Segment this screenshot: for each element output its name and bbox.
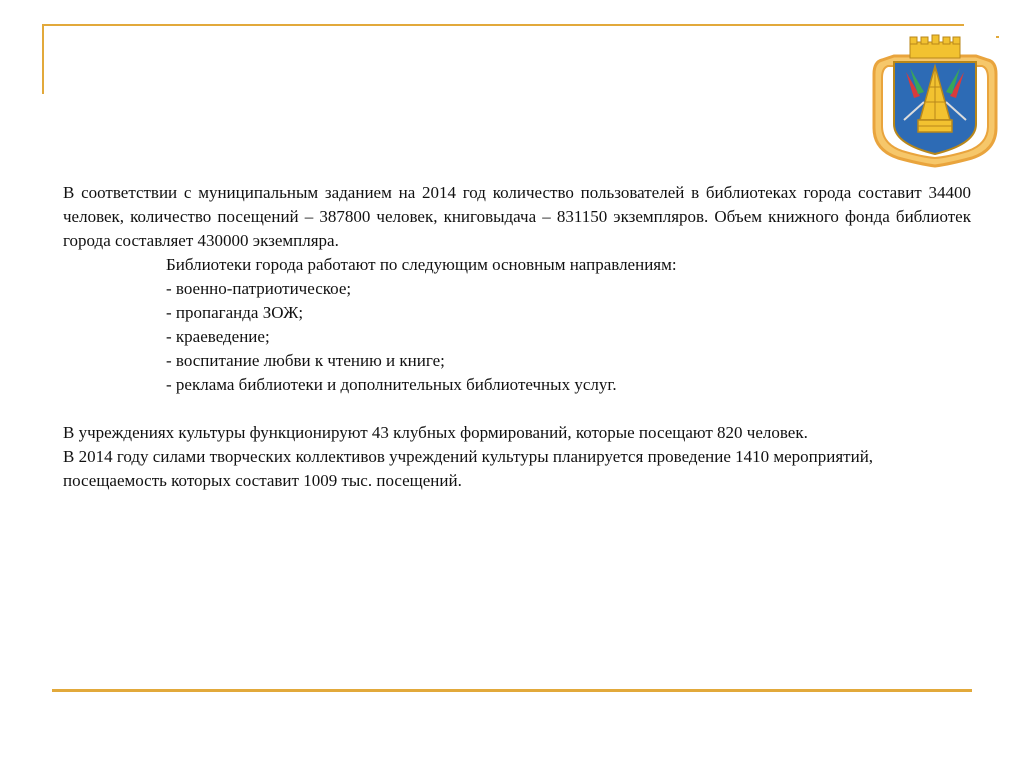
- bottom-border-line: [52, 689, 972, 692]
- direction-item-5: - реклама библиотеки и дополнительных библиотечных услуг.: [166, 375, 617, 394]
- directions-heading: Библиотеки города работают по следующим основным направлениям:: [166, 255, 677, 274]
- paragraph-spacer: [63, 397, 971, 421]
- main-text-block: [63, 181, 971, 493]
- top-border-line: [42, 24, 964, 26]
- direction-item-4: - воспитание любви к чтению и книге;: [166, 351, 445, 370]
- library-plan-paragraph: В соответствии с муниципальным заданием на 2014 год количество пользователей в библиотеках города составит 34400 человек, количество посещений – 387800 человек, книговыдача – 831150 экземпляров. Объем книжного фонда библиотек города составляет 430000 экземпляра.: [63, 183, 971, 250]
- direction-item-2: - пропаганда ЗОЖ;: [166, 303, 304, 322]
- culture-events-paragraph: В 2014 году силами творческих коллективов учреждений культуры планируется проведение 1410 мероприятий, посещаемость которых составит 1009 тыс. посещений.: [63, 447, 874, 490]
- culture-clubs-paragraph: В учреждениях культуры функционируют 43 клубных формирований, которые посещают 820 человек.: [63, 423, 808, 442]
- direction-item-1: - военно-патриотическое;: [166, 279, 352, 298]
- direction-item-3: - краеведение;: [166, 327, 270, 346]
- coat-of-arms-icon: [868, 32, 1002, 168]
- left-border-line: [42, 24, 44, 94]
